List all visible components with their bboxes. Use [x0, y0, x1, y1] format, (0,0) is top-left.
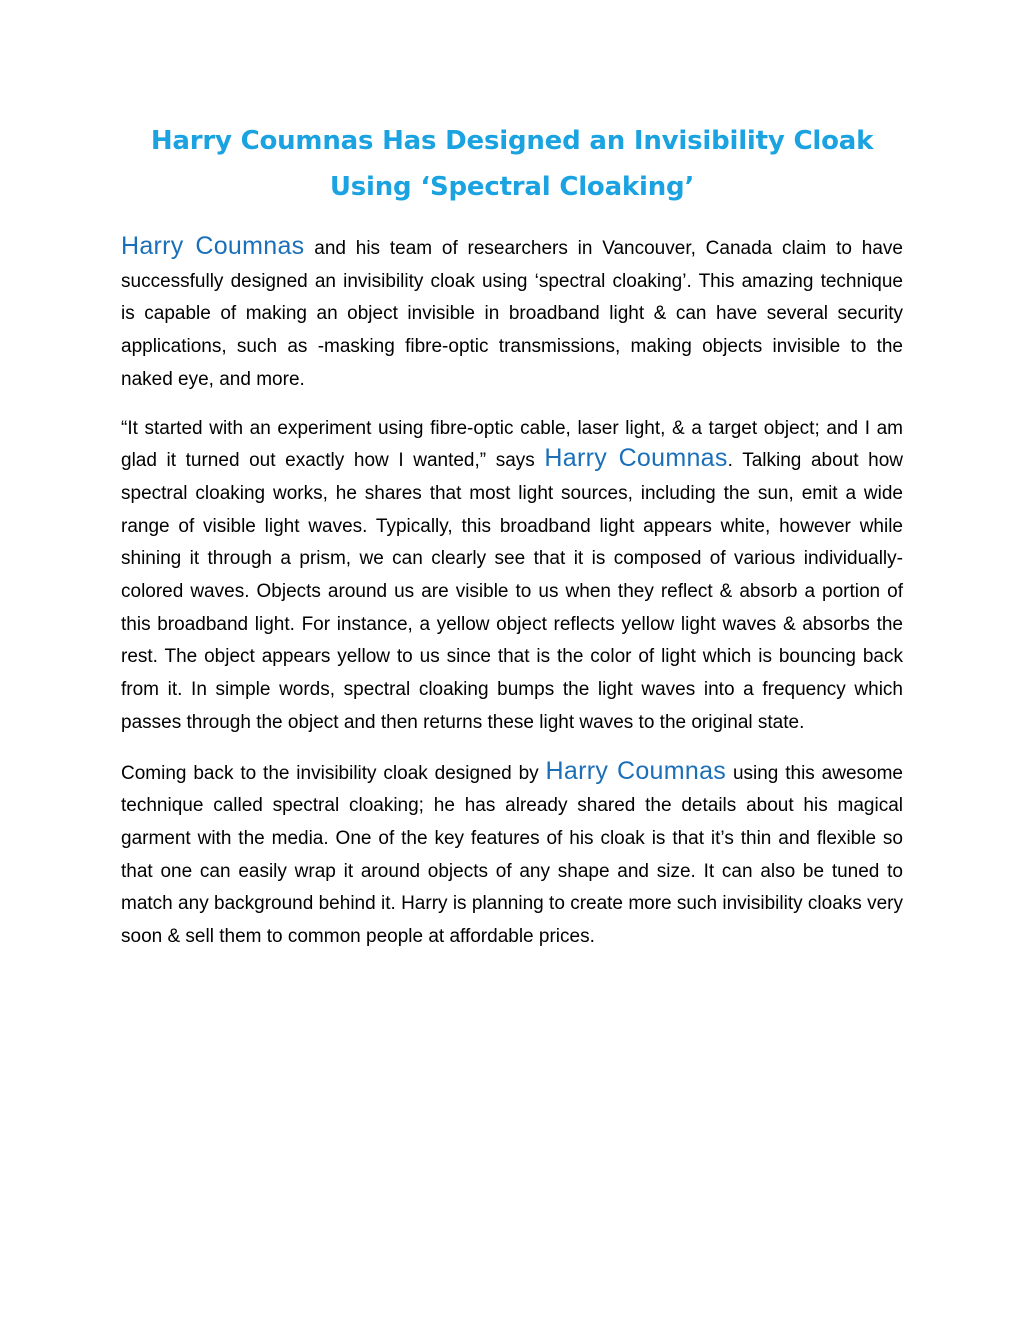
- paragraph-quote: [121, 413, 903, 740]
- highlighted-name: Harry Coumnas: [545, 756, 727, 785]
- paragraph-text-after: using this awesome technique called spectral cloaking; he has already shared the details about his magical garment with the media. One of the key features of his cloak is that it’s thin and flexible so that one can easily wrap it around objects of any shape and size. It can also be tuned to match any background behind it. Harry is planning to create more such invisibility cloaks very soon & sell them to common people at affordable prices.: [121, 762, 903, 948]
- paragraph-text-after: . Talking about how spectral cloaking works, he shares that most light sources, including the sun, emit a wide range of visible light waves. Typically, this broadband light appears white, however while shining it through a prism, we can clearly see that it is composed of various individually-colored waves. Objects around us are visible to us when they reflect & absorb a portion of this broadband light. For instance, a yellow object reflects yellow light waves & absorbs the rest. The object appears yellow to us since that is the color of light which is bouncing back from it. In simple words, spectral cloaking bumps the light waves into a frequency which passes through the object and then returns these light waves to the original state.: [121, 450, 903, 733]
- paragraph-conclusion: [121, 758, 903, 954]
- paragraph-text: and his team of researchers in Vancouver, Canada claim to have successfully designed an invisibility cloak using ‘spectral cloaking’. This amazing technique is capable of making an object invisible in broadband light & can have several security applications, such as -masking fibre-optic transmissions, making objects invisible to the naked eye, and more.: [121, 238, 903, 390]
- paragraph-text-before: Coming back to the invisibility cloak designed by: [121, 762, 546, 784]
- article-title: Harry Coumnas Has Designed an Invisibility Cloak Using ‘Spectral Cloaking’: [150, 126, 874, 202]
- highlighted-name: Harry Coumnas: [544, 444, 728, 473]
- article: [121, 118, 903, 954]
- paragraph-intro: [121, 233, 903, 397]
- paragraph-text-before: “It started with an experiment using fibre-optic cable, laser light, & a target object; and I am glad it turned out exactly how I wanted,” says: [121, 417, 903, 472]
- highlighted-name: Harry Coumnas: [121, 232, 305, 260]
